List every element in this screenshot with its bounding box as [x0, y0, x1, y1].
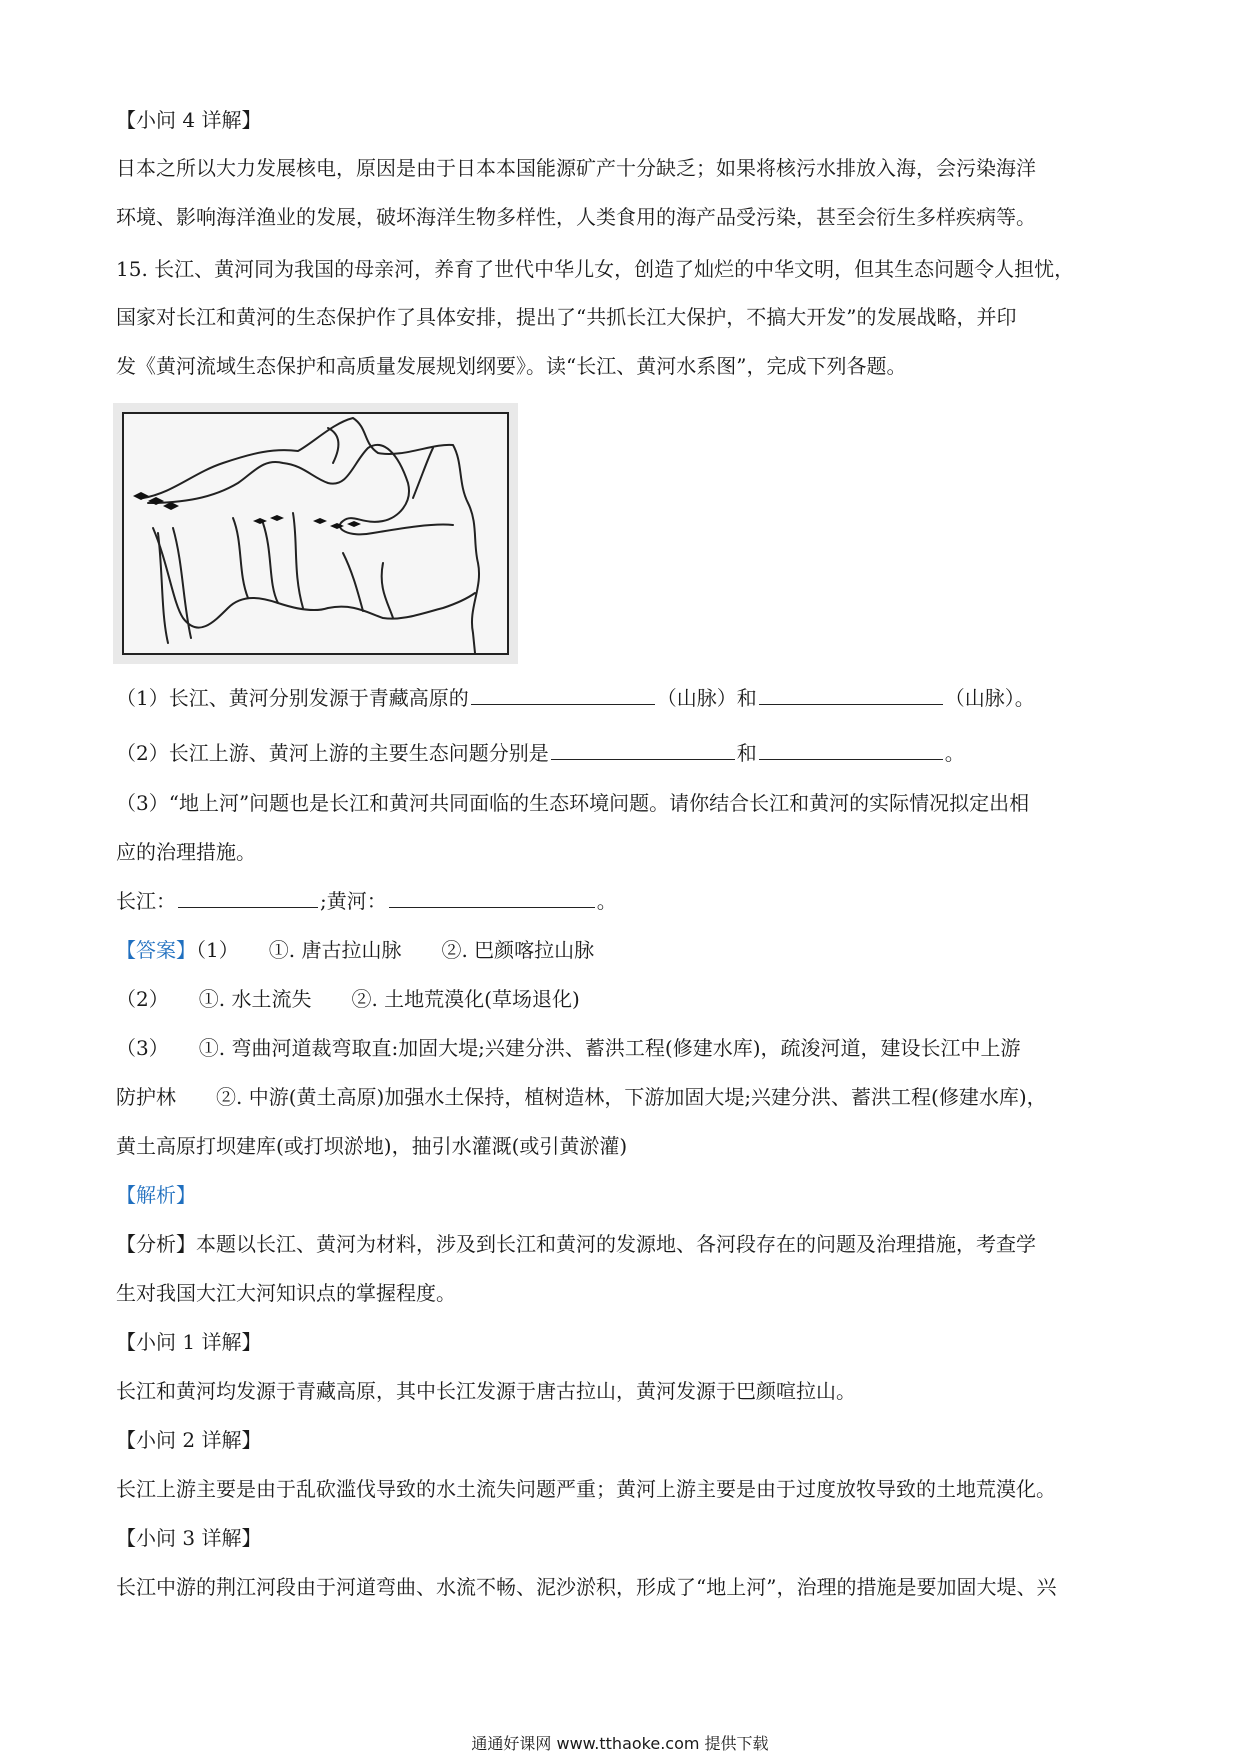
question-2-part-c: 。: [944, 741, 965, 765]
q14-sub4-text-2: 环境、影响海洋渔业的发展，破坏海洋生物多样性，人类食用的海产品受污染，甚至会衍生多样疾病等。: [116, 205, 1036, 229]
question-2-part-b: 和: [736, 741, 757, 765]
label-huanghe: ;黄河：: [320, 889, 387, 913]
answer-line-1: [116, 936, 594, 964]
analysis-tag: 【解析】: [116, 1183, 196, 1207]
answer-blank-1b[interactable]: [759, 684, 943, 705]
answer-3-line-2: 防护林 ②. 中游(黄土高原)加强水土保持，植树造林，下游加固大堤;兴建分洪、蓄洪工程(修建水库)，: [116, 1085, 1047, 1109]
page-footer: 通通好课网 www.tthaoke.com 提供下载: [471, 1734, 769, 1753]
q14-sub4-title: 【小问 4 详解】: [116, 108, 262, 132]
question-3-end: 。: [596, 889, 617, 913]
q15-stem-3: 发《黄河流域生态保护和高质量发展规划纲要》。读“长江、黄河水系图”，完成下列各题。: [116, 354, 907, 378]
answer-blank-2a[interactable]: [551, 739, 735, 760]
analysis-line-1: 【分析】本题以长江、黄河为材料，涉及到长江和黄河的发源地、各河段存在的问题及治理措施，考查学: [116, 1232, 1036, 1256]
sub3-title: 【小问 3 详解】: [116, 1526, 262, 1550]
question-2-part-a: （2）长江上游、黄河上游的主要生态问题分别是: [116, 741, 549, 765]
question-3-line-1: （3）“地上河”问题也是长江和黄河共同面临的生态环境问题。请你结合长江和黄河的实际情况拟定出相: [116, 791, 1030, 815]
sub2-text: 长江上游主要是由于乱砍滥伐导致的水土流失问题严重；黄河上游主要是由于过度放牧导致的土地荒漠化。: [116, 1477, 1056, 1501]
river-map-drawing: [113, 403, 518, 664]
answer-3-line-3: 黄土高原打坝建库(或打坝淤地)，抽引水灌溉(或引黄淤灌): [116, 1134, 628, 1158]
answer-2: （2） ①. 水土流失 ②. 土地荒漠化(草场退化): [116, 987, 580, 1011]
label-changjiang: 长江：: [116, 889, 176, 913]
river-system-map: [113, 403, 518, 664]
sub1-title: 【小问 1 详解】: [116, 1330, 262, 1354]
q14-sub4-text-1: 日本之所以大力发展核电，原因是由于日本本国能源矿产十分缺乏；如果将核污水排放入海，会污染海洋: [116, 156, 1036, 180]
answer-3-line-1: （3） ①. 弯曲河道裁弯取直:加固大堤;兴建分洪、蓄洪工程(修建水库)，疏浚河道，建设长江中上游: [116, 1036, 1021, 1060]
answer-blank-2b[interactable]: [759, 739, 943, 760]
question-2: [116, 739, 965, 767]
sub2-title: 【小问 2 详解】: [116, 1428, 262, 1452]
question-3-line-2: 应的治理措施。: [116, 840, 256, 864]
sub3-text: 长江中游的荆江河段由于河道弯曲、水流不畅、泥沙淤积，形成了“地上河”，治理的措施是要加固大堤、兴: [116, 1575, 1057, 1599]
question-3-blanks: [116, 887, 617, 915]
answer-1: （1） ①. 唐古拉山脉 ②. 巴颜喀拉山脉: [196, 938, 595, 962]
question-1-part-a: （1）长江、黄河分别发源于青藏高原的: [116, 686, 469, 710]
question-1-part-b: （山脉）和: [656, 686, 757, 710]
question-1-part-c: （山脉）。: [944, 686, 1035, 710]
answer-tag: 【答案】: [116, 938, 196, 962]
question-1: [116, 684, 1035, 712]
q15-stem-2: 国家对长江和黄河的生态保护作了具体安排，提出了“共抓长江大保护，不搞大开发”的发展战略，并印: [116, 305, 1017, 329]
sub1-text: 长江和黄河均发源于青藏高原，其中长江发源于唐古拉山，黄河发源于巴颜喧拉山。: [116, 1379, 856, 1403]
analysis-line-2: 生对我国大江大河知识点的掌握程度。: [116, 1281, 456, 1305]
answer-blank-3a[interactable]: [178, 887, 318, 908]
q15-stem-1: 15. 长江、黄河同为我国的母亲河，养育了世代中华儿女，创造了灿烂的中华文明，但其生态问题令人担忧，: [116, 257, 1075, 281]
answer-blank-1a[interactable]: [471, 684, 655, 705]
answer-blank-3b[interactable]: [389, 887, 595, 908]
